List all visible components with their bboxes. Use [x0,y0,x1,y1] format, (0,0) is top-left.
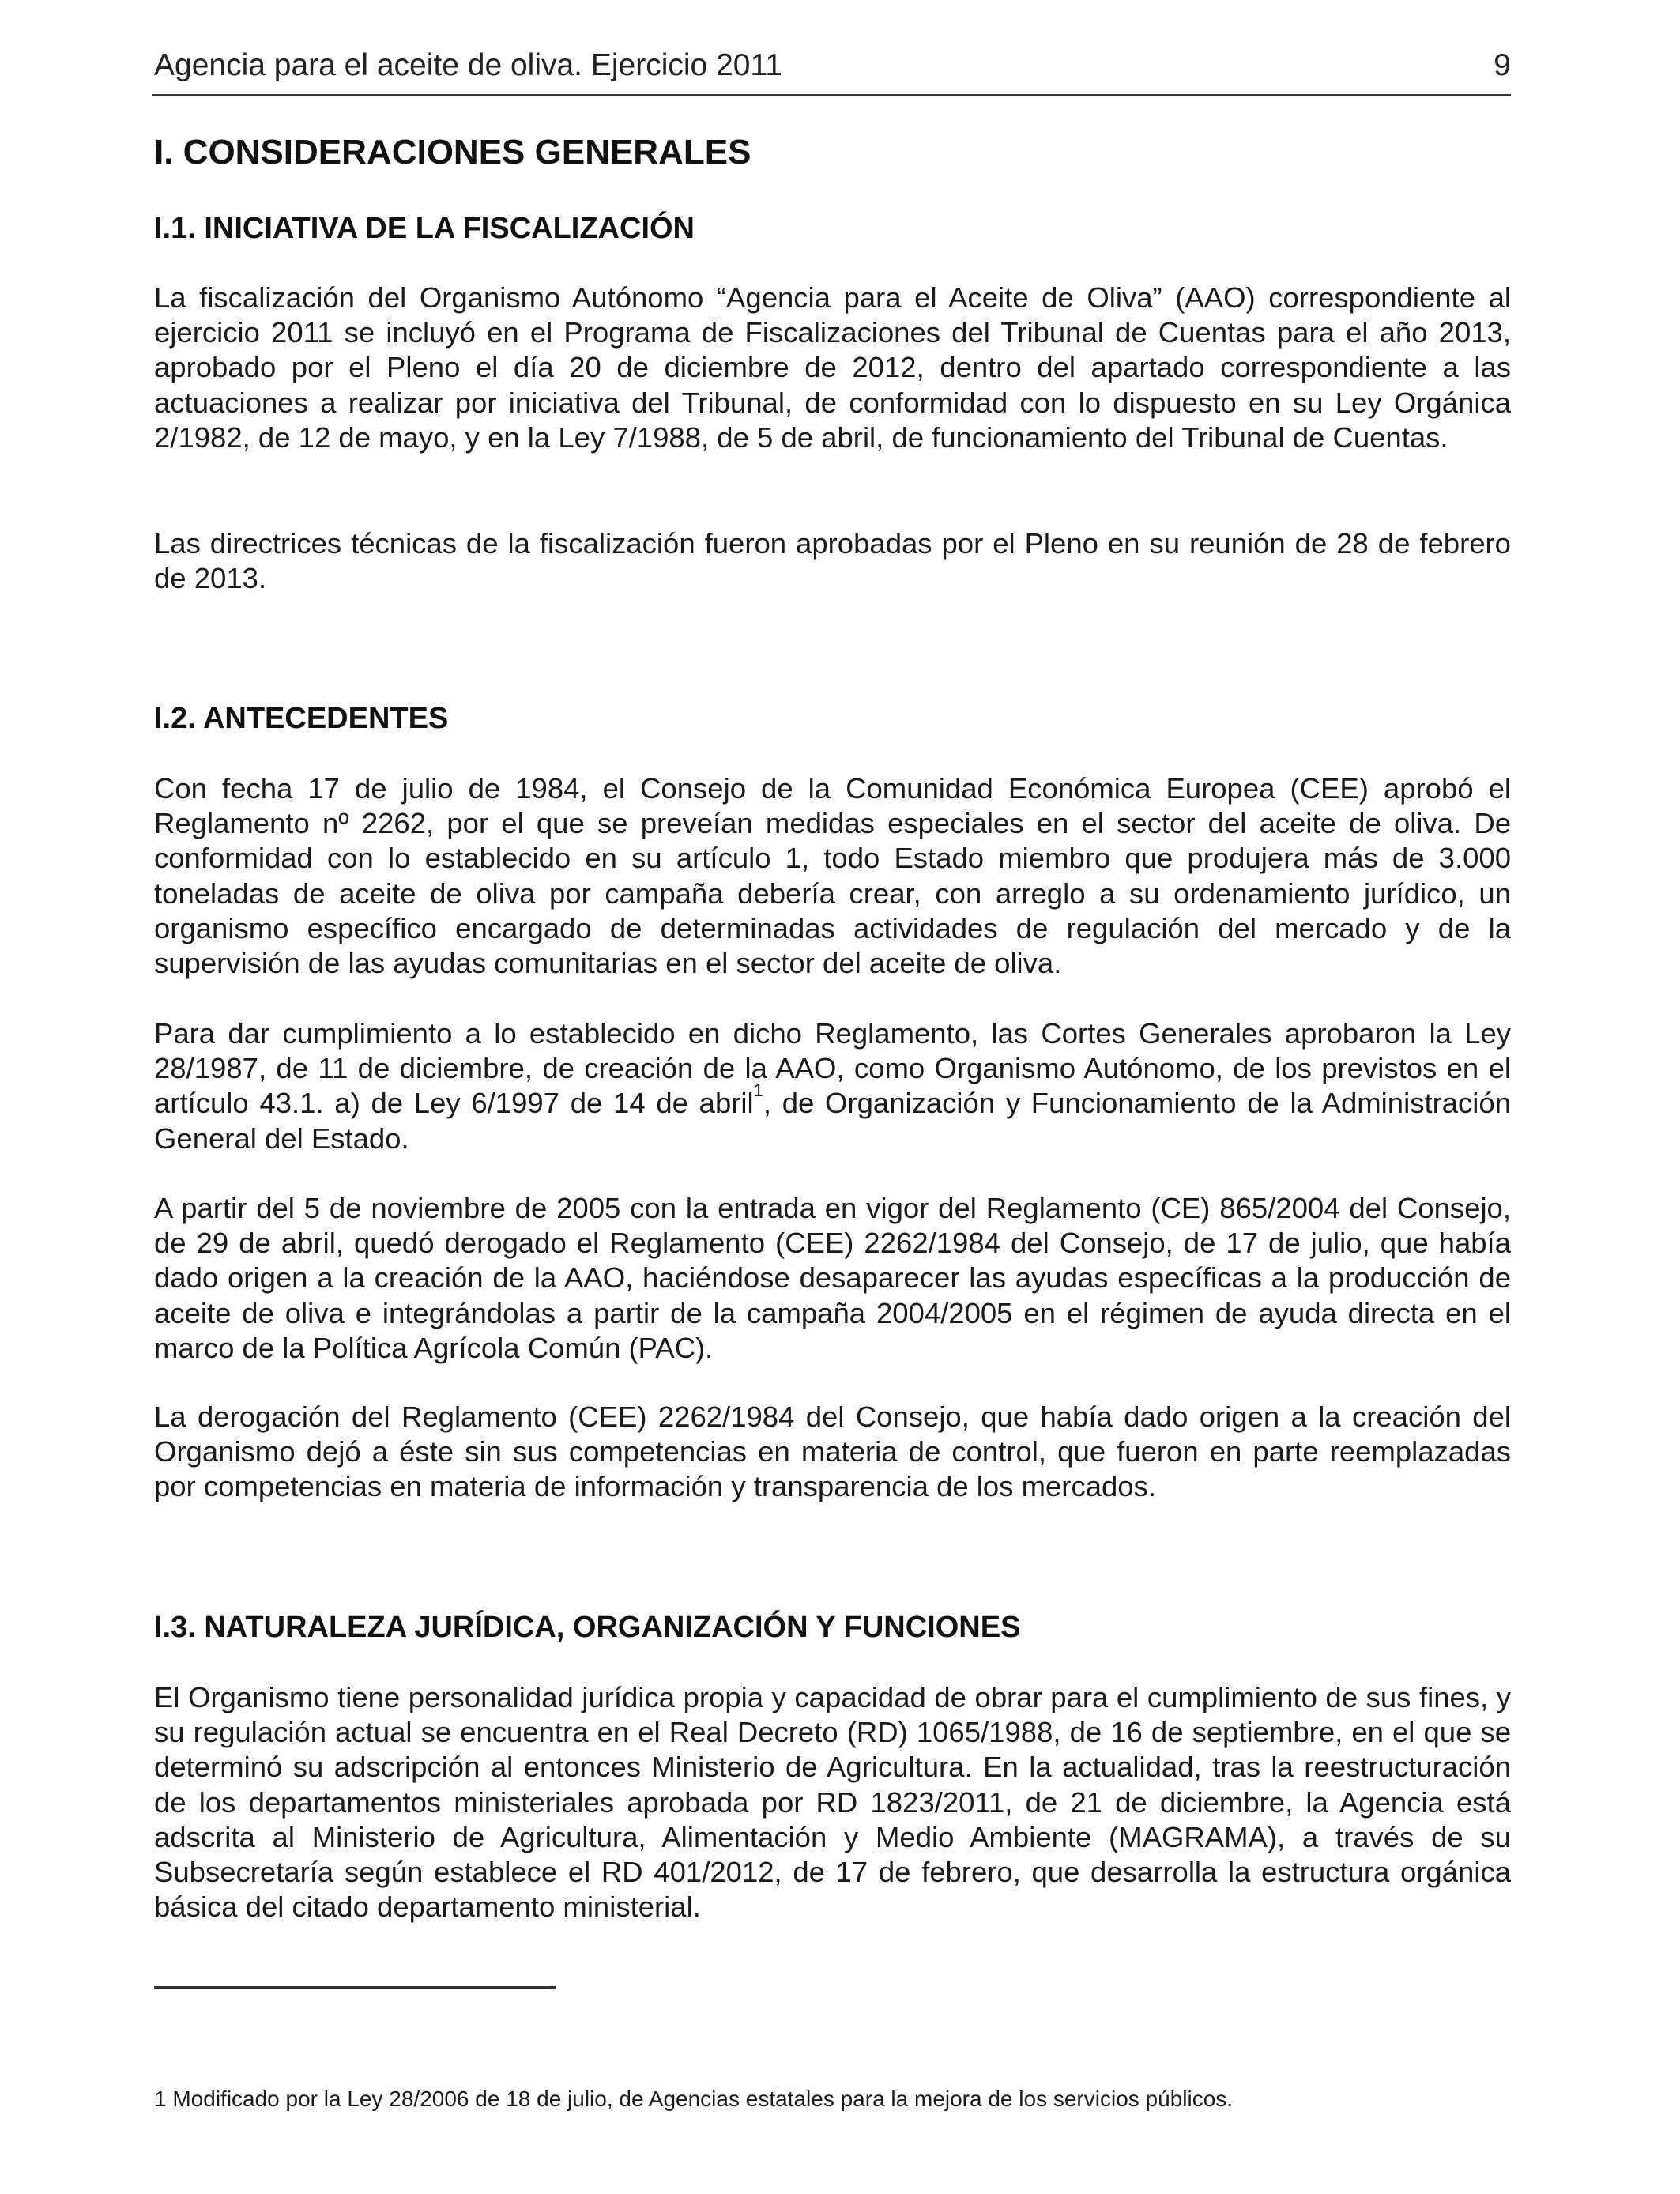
footnote: 1 Modificado por la Ley 28/2006 de 18 de julio, de Agencias estatales para la mejora de los servicios públicos. [154,2087,1234,2111]
paragraph: Con fecha 17 de julio de 1984, el Consejo de la Comunidad Económica Europea (CEE) aprobó el Reglamento nº 2262, por el que se preveían medidas especiales en el sector del aceite de oliva. De conformidad con lo establecido en su artículo 1, todo Estado miembro que produjera más de 3.000 toneladas de aceite de oliva por campaña debería crear, con arreglo a su ordenamiento jurídico, un organismo específico encargado de determinadas actividades de regulación del mercado y de la supervisión de las ayudas comunitarias en el sector del aceite de oliva. [154,772,1511,980]
section-heading-1-2: I.2. ANTECEDENTES [154,702,449,735]
paragraph-text: Para dar cumplimiento a lo establecido en dicho Reglamento, las Cortes Generales aprobaron la Ley 28/1987, de 11 de diciembre, de creación de la AAO, como Organismo Autónomo, de los previstos en el artículo 43.1. a) de Ley 6/1997 de 14 de abril [154,1017,1511,1120]
section-heading-1-1: I.1. INICIATIVA DE LA FISCALIZACIÓN [154,212,695,245]
paragraph: La derogación del Reglamento (CEE) 2262/1984 del Consejo, que había dado origen a la creación del Organismo dejó a éste sin sus competencias en materia de control, que fueron en parte reemplazadas por competencias en materia de información y transparencia de los mercados. [154,1400,1511,1503]
footnote-separator [154,1986,556,1989]
paragraph-with-footnote [154,1016,1511,1156]
running-header [154,46,1511,85]
page-number: 9 [1494,48,1511,82]
chapter-title: I. CONSIDERACIONES GENERALES [154,133,751,172]
footnote-reference[interactable]: 1 [753,1080,763,1101]
paragraph-text-continuation: , de Organización y Funcionamiento de la Administración General del Estado. [154,1087,1511,1155]
paragraph: Las directrices técnicas de la fiscalización fueron aprobadas por el Pleno en su reunión de 28 de febrero de 2013. [154,527,1511,595]
paragraph: La fiscalización del Organismo Autónomo “Agencia para el Aceite de Oliva” (AAO) correspondiente al ejercicio 2011 se incluyó en el Programa de Fiscalizaciones del Tribunal de Cuentas para el año 2013, aprobado por el Pleno el día 20 de diciembre de 2012, dentro del apartado correspondiente a las actuaciones a realizar por iniciativa del Tribunal, de conformidad con lo dispuesto en su Ley Orgánica 2/1982, de 12 de mayo, y en la Ley 7/1988, de 5 de abril, de funcionamiento del Tribunal de Cuentas. [154,281,1511,454]
paragraph: El Organismo tiene personalidad jurídica propia y capacidad de obrar para el cumplimiento de sus fines, y su regulación actual se encuentra en el Real Decreto (RD) 1065/1988, de 16 de septiembre, en el que se determinó su adscripción al entonces Ministerio de Agricultura. En la actualidad, tras la reestructuración de los departamentos ministeriales aprobada por RD 1823/2011, de 21 de diciembre, la Agencia está adscrita al Ministerio de Agricultura, Alimentación y Medio Ambiente (MAGRAMA), a través de su Subsecretaría según establece el RD 401/2012, de 17 de febrero, que desarrolla la estructura orgánica básica del citado departamento ministerial. [154,1681,1511,1924]
header-rule [152,94,1511,96]
document-title: Agencia para el aceite de oliva. Ejercicio 2011 [154,48,782,82]
paragraph: A partir del 5 de noviembre de 2005 con la entrada en vigor del Reglamento (CE) 865/2004 del Consejo, de 29 de abril, quedó derogado el Reglamento (CEE) 2262/1984 del Consejo, de 17 de julio, que había dado origen a la creación de la AAO, haciéndose desaparecer las ayudas específicas a la producción de aceite de oliva e integrándolas a partir de la campaña 2004/2005 en el régimen de ayuda directa en el marco de la Política Agrícola Común (PAC). [154,1192,1511,1364]
section-heading-1-3: I.3. NATURALEZA JURÍDICA, ORGANIZACIÓN Y FUNCIONES [154,1611,1021,1644]
